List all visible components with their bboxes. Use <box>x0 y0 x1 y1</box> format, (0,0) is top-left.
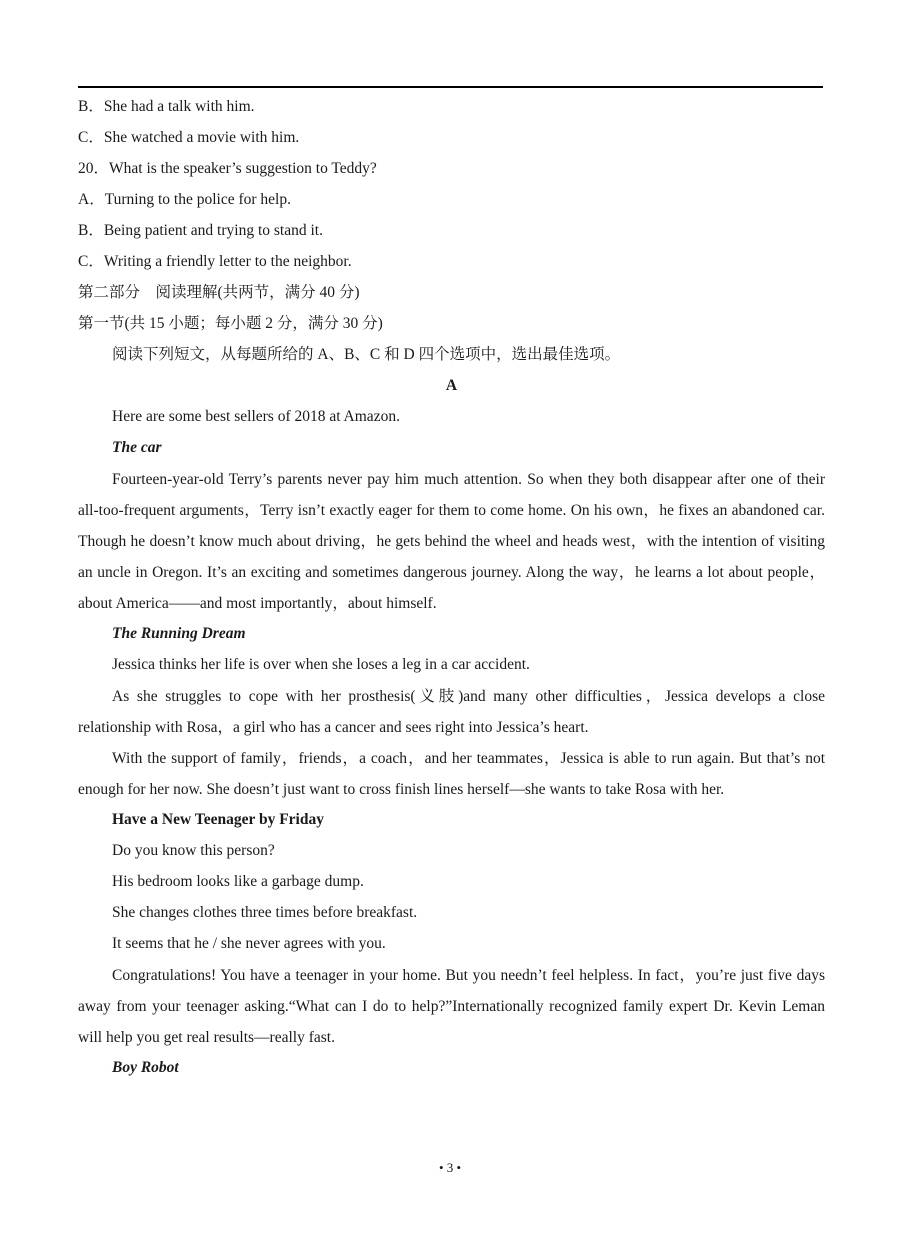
teenager-line-3: She changes clothes three times before breakfast. <box>112 904 418 921</box>
teenager-paragraph: Congratulations! You have a teenager in your home. But you needn’t feel helpless. In fact，you’re just five days away from your teenager asking.“What can I do to help?”Internationally recognized family expert Dr. Kevin Leman will help you get real results—really fast. <box>78 967 825 1046</box>
running-dream-p3: With the support of family，friends，a coach，and her teammates，Jessica is able to run again. But that’s not enough for her now. She doesn’t just want to cross finish lines herself—she wants to take Rosa with her. <box>78 750 825 798</box>
teenager-line-4: It seems that he / she never agrees with you. <box>112 935 386 952</box>
book-title-the-car: The car <box>112 439 162 456</box>
header-rule <box>78 86 823 88</box>
book-title-boy-robot: Boy Robot <box>112 1059 179 1076</box>
running-dream-p1: Jessica thinks her life is over when she loses a leg in a car accident. <box>112 656 530 673</box>
instructions: 阅读下列短文，从每题所给的 A、B、C 和 D 四个选项中，选出最佳选项。 <box>112 346 621 363</box>
option-a-q20: A．Turning to the police for help. <box>78 191 291 208</box>
page-number: • 3 • <box>438 1160 462 1175</box>
option-c-q20: C．Writing a friendly letter to the neighbor. <box>78 253 352 270</box>
teenager-line-1: Do you know this person? <box>112 842 275 859</box>
question-20: 20．What is the speaker’s suggestion to Teddy? <box>78 160 377 177</box>
running-dream-p2: As she struggles to cope with her prosthesis(义肢)and many other difficulties，Jessica develops a close relationship with Rosa，a girl who has a cancer and sees right into Jessica’s heart. <box>78 688 825 736</box>
section-1-title: 第一节(共 15 小题；每小题 2 分，满分 30 分) <box>78 315 383 332</box>
option-b-q20: B．Being patient and trying to stand it. <box>78 222 323 239</box>
book-title-new-teenager: Have a New Teenager by Friday <box>112 811 324 828</box>
option-b-q19: B．She had a talk with him. <box>78 98 255 115</box>
section-2-title: 第二部分 阅读理解(共两节，满分 40 分) <box>78 284 360 301</box>
teenager-line-2: His bedroom looks like a garbage dump. <box>112 873 364 890</box>
option-c-q19: C．She watched a movie with him. <box>78 129 300 146</box>
passage-intro: Here are some best sellers of 2018 at Amazon. <box>112 408 400 425</box>
passage-letter: A <box>445 377 458 394</box>
page-content <box>78 96 825 1088</box>
book-title-running-dream: The Running Dream <box>112 625 246 642</box>
book-desc-the-car: Fourteen-year-old Terry’s parents never pay him much attention. So when they both disappear after one of their all-too-frequent arguments，Terry isn’t exactly eager for them to come home. On his own，he fixes an abandoned car. Though he doesn’t know much about driving，he gets behind the wheel and heads west，with the intention of visiting an uncle in Oregon. It’s an exciting and sometimes dangerous journey. Along the way，he learns a lot about people，about America——and most importantly，about himself. <box>78 471 825 612</box>
